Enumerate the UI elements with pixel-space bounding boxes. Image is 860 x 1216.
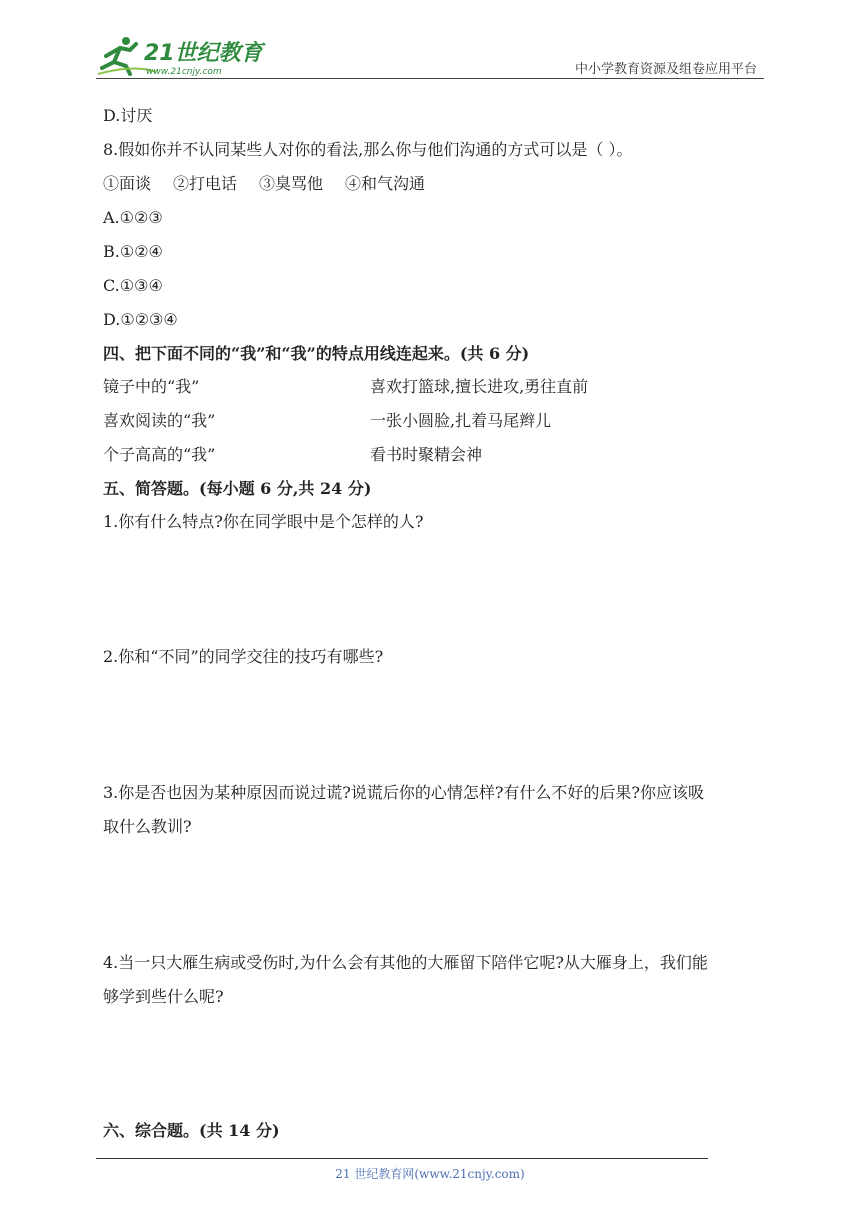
- match-right-1: 喜欢打篮球,擅长进攻,勇往直前: [370, 377, 589, 396]
- q8-choice-4: ④和气沟通: [345, 174, 426, 193]
- q8-choice-1: ①面谈: [103, 174, 152, 193]
- header-divider: [96, 78, 764, 79]
- q8-option-b: B.①②④: [103, 242, 163, 261]
- section5-question-2: 2.你和“不同”的同学交往的技巧有哪些?: [103, 647, 384, 666]
- q8-option-d: D.①②③④: [103, 310, 178, 329]
- logo-text: 21世纪教育: [144, 41, 263, 66]
- footer-text: 21 世纪教育网(www.21cnjy.com): [335, 1167, 525, 1181]
- match-left-2: 喜欢阅读的“我”: [103, 411, 216, 430]
- match-right-3: 看书时聚精会神: [370, 445, 483, 464]
- q8-choices: [103, 174, 425, 194]
- q8-option-c: C.①③④: [103, 276, 163, 295]
- q7-option-d: D.讨厌: [103, 106, 153, 125]
- footer-divider: [96, 1158, 708, 1159]
- site-logo: [96, 34, 266, 78]
- q8-option-a: A.①②③: [103, 208, 163, 227]
- q8-question: 8.假如你并不认同某些人对你的看法,那么你与他们沟通的方式可以是（ ）。: [103, 140, 633, 159]
- logo-url: www.21cnjy.com: [146, 67, 222, 77]
- platform-label: 中小学教育资源及组卷应用平台: [574, 62, 757, 77]
- section6-title: 六、综合题。(共 14 分): [103, 1121, 280, 1140]
- match-left-3: 个子高高的“我”: [103, 445, 216, 464]
- section5-question-1: 1.你有什么特点?你在同学眼中是个怎样的人?: [103, 512, 424, 531]
- q8-choice-2: ②打电话: [173, 174, 238, 193]
- q8-choice-3: ③臭骂他: [259, 174, 324, 193]
- section5-question-3-line1: 3.你是否也因为某种原因而说过谎?说谎后你的心情怎样?有什么不好的后果?你应该吸: [103, 783, 705, 802]
- section5-title: 五、简答题。(每小题 6 分,共 24 分): [103, 479, 372, 498]
- match-right-2: 一张小圆脸,扎着马尾辫儿: [370, 411, 552, 430]
- section4-title: 四、把下面不同的“我”和“我”的特点用线连起来。(共 6 分): [103, 344, 530, 363]
- match-left-1: 镜子中的“我”: [103, 377, 200, 396]
- section5-question-4-line2: 够学到些什么呢?: [103, 987, 224, 1006]
- section5-question-4-line1: 4.当一只大雁生病或受伤时,为什么会有其他的大雁留下陪伴它呢?从大雁身上，我们能: [103, 953, 708, 972]
- section5-question-3-line2: 取什么教训?: [103, 817, 192, 836]
